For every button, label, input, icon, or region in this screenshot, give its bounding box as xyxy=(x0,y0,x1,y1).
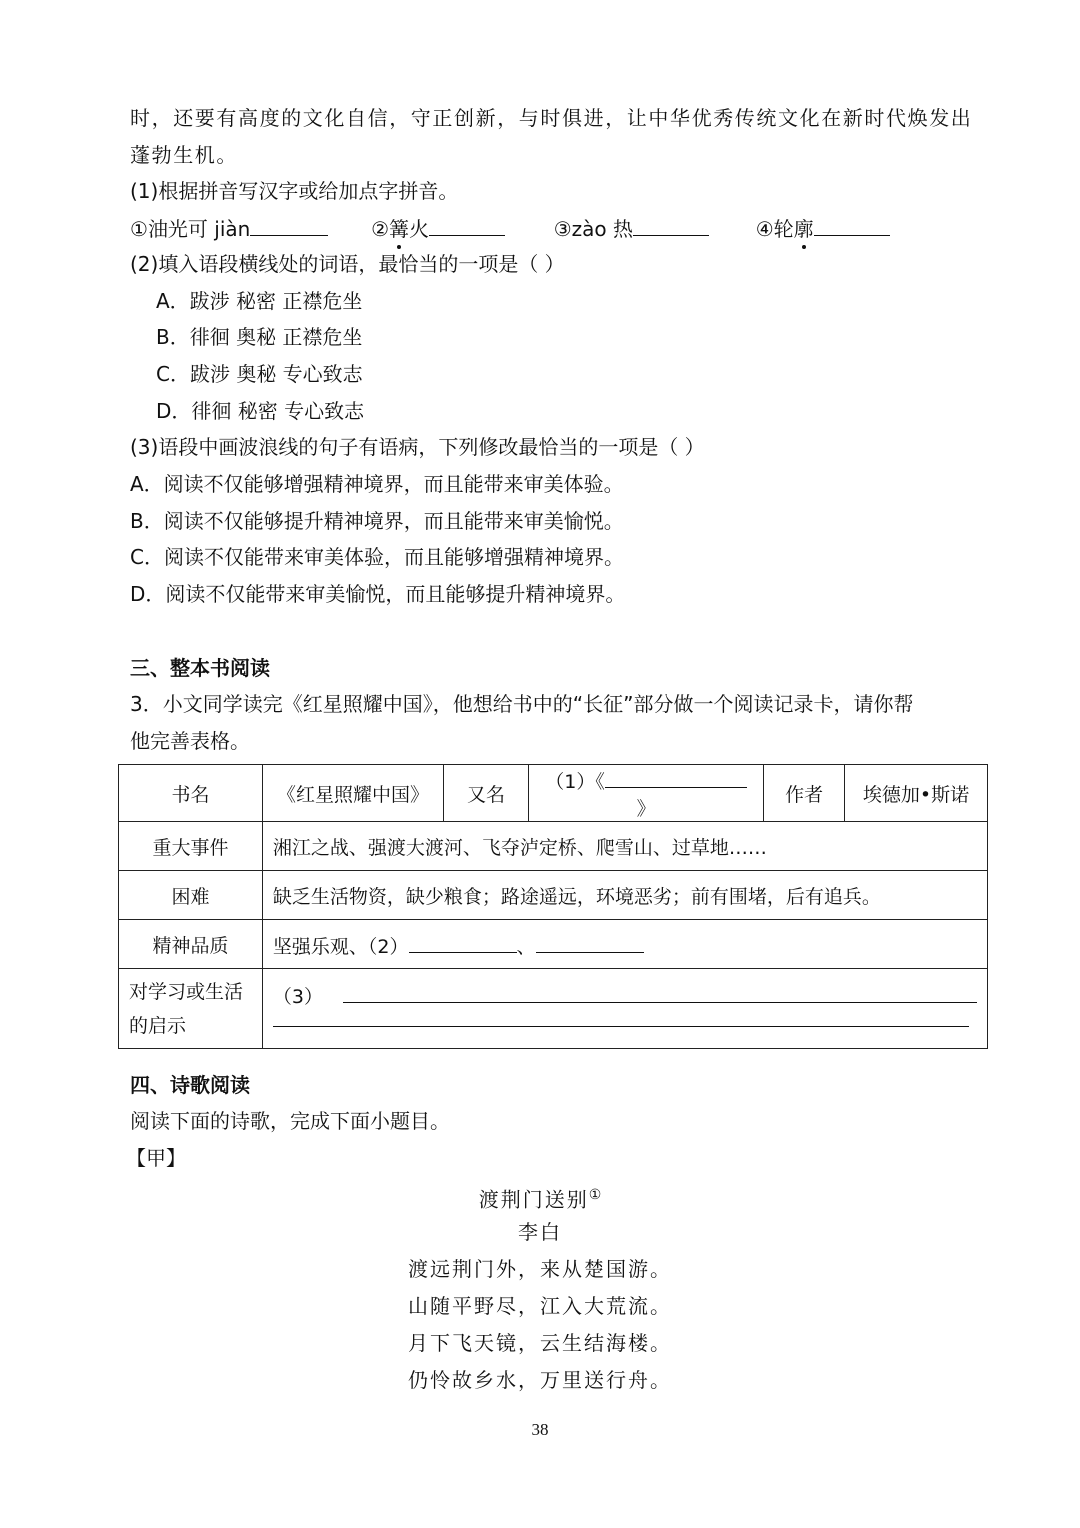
section4-heading: 四、诗歌阅读 xyxy=(130,1073,250,1097)
section3-heading: 三、整本书阅读 xyxy=(130,656,270,680)
difficulty-value: 缺乏生活物资，缺少粮食；路途遥远，环境恶劣；前有围堵，后有追兵。 xyxy=(262,871,987,920)
insight-label: 对学习或生活 的启示 xyxy=(119,969,263,1049)
poem-line-1: 渡远荆门外，来从楚国游。 xyxy=(408,1257,672,1281)
table-row xyxy=(119,969,988,1049)
alias-label: 又名 xyxy=(444,765,529,822)
poem-line-3: 月下飞天镜，云生结海楼。 xyxy=(408,1331,672,1355)
poem-author: 李白 xyxy=(518,1220,562,1244)
insight-blank-2[interactable] xyxy=(273,1012,969,1027)
poem-line-2: 山随平野尽，江入大荒流。 xyxy=(408,1294,672,1318)
spirit-label: 精神品质 xyxy=(119,920,263,969)
q3-option-c[interactable]: C．阅读不仅能带来审美体验，而且能够增强精神境界。 xyxy=(130,545,624,569)
spirit-cell: 坚强乐观、（2） 、 xyxy=(262,920,987,969)
table-row xyxy=(119,765,988,822)
q1-item-4: ④轮廓 xyxy=(756,217,890,241)
footnote-marker: ① xyxy=(588,1187,602,1203)
author-label: 作者 xyxy=(764,765,845,822)
q3-prompt: (3)语段中画波浪线的句子有语病，下列修改最恰当的一项是（ ） xyxy=(130,435,705,459)
table-row xyxy=(119,871,988,920)
book-label: 书名 xyxy=(119,765,263,822)
answer-blank-1[interactable] xyxy=(250,213,328,236)
events-label: 重大事件 xyxy=(119,822,263,871)
q1-item-3: ③zào 热 xyxy=(554,217,716,241)
reading-record-table xyxy=(118,764,988,1049)
intro-line-2: 蓬勃生机。 xyxy=(130,143,238,167)
poem-tag: 【甲】 xyxy=(126,1146,186,1170)
intro-line-1: 时，还要有高度的文化自信，守正创新，与时俱进，让中华优秀传统文化在新时代焕发出 xyxy=(130,106,973,130)
author-value: 埃德加•斯诺 xyxy=(844,765,987,822)
q2-option-b[interactable]: B．徘徊 奥秘 正襟危坐 xyxy=(156,325,363,349)
spirit-blank-1[interactable] xyxy=(409,930,517,953)
poem-title: 渡荆门送别① xyxy=(478,1187,602,1212)
section3-question-line-1: 3．小文同学读完《红星照耀中国》，他想给书中的“长征”部分做一个阅读记录卡，请你帮 xyxy=(130,692,914,716)
section3-question-line-2: 他完善表格。 xyxy=(130,729,250,753)
alias-blank[interactable] xyxy=(605,765,747,788)
book-value: 《红星照耀中国》 xyxy=(262,765,443,822)
table-row xyxy=(119,920,988,969)
difficulty-label: 困难 xyxy=(119,871,263,920)
alias-cell: （1）《》 xyxy=(528,765,764,822)
poem-line-4: 仍怜故乡水，万里送行舟。 xyxy=(408,1368,672,1392)
q3-option-d[interactable]: D．阅读不仅能带来审美愉悦，而且能够提升精神境界。 xyxy=(130,582,626,606)
spirit-blank-2[interactable] xyxy=(536,930,644,953)
events-value: 湘江之战、强渡大渡河、飞夺泸定桥、爬雪山、过草地…… xyxy=(262,822,987,871)
q2-option-d[interactable]: D．徘徊 秘密 专心致志 xyxy=(156,399,365,423)
q1-item-1: ①油光可 jiàn xyxy=(130,217,335,241)
q2-prompt: (2)填入语段横线处的词语，最恰当的一项是（ ） xyxy=(130,252,565,276)
answer-blank-2[interactable] xyxy=(429,213,505,236)
insight-blank-1[interactable] xyxy=(343,980,977,1003)
q1-items xyxy=(130,213,890,243)
page-number: 38 xyxy=(531,1420,549,1439)
q2-option-c[interactable]: C．跋涉 奥秘 专心致志 xyxy=(156,362,363,386)
q3-option-a[interactable]: A．阅读不仅能够增强精神境界，而且能带来审美体验。 xyxy=(130,472,624,496)
q1-prompt: (1)根据拼音写汉字或给加点字拼音。 xyxy=(130,179,459,203)
q1-item-2: ②篝火 xyxy=(371,217,511,241)
insight-cell: （3） xyxy=(262,969,987,1049)
answer-blank-3[interactable] xyxy=(633,213,709,236)
q3-option-b[interactable]: B．阅读不仅能够提升精神境界，而且能带来审美愉悦。 xyxy=(130,509,624,533)
table-row xyxy=(119,822,988,871)
section4-instruction: 阅读下面的诗歌，完成下面小题目。 xyxy=(130,1109,450,1133)
q2-option-a[interactable]: A．跋涉 秘密 正襟危坐 xyxy=(156,289,363,313)
answer-blank-4[interactable] xyxy=(814,213,890,236)
